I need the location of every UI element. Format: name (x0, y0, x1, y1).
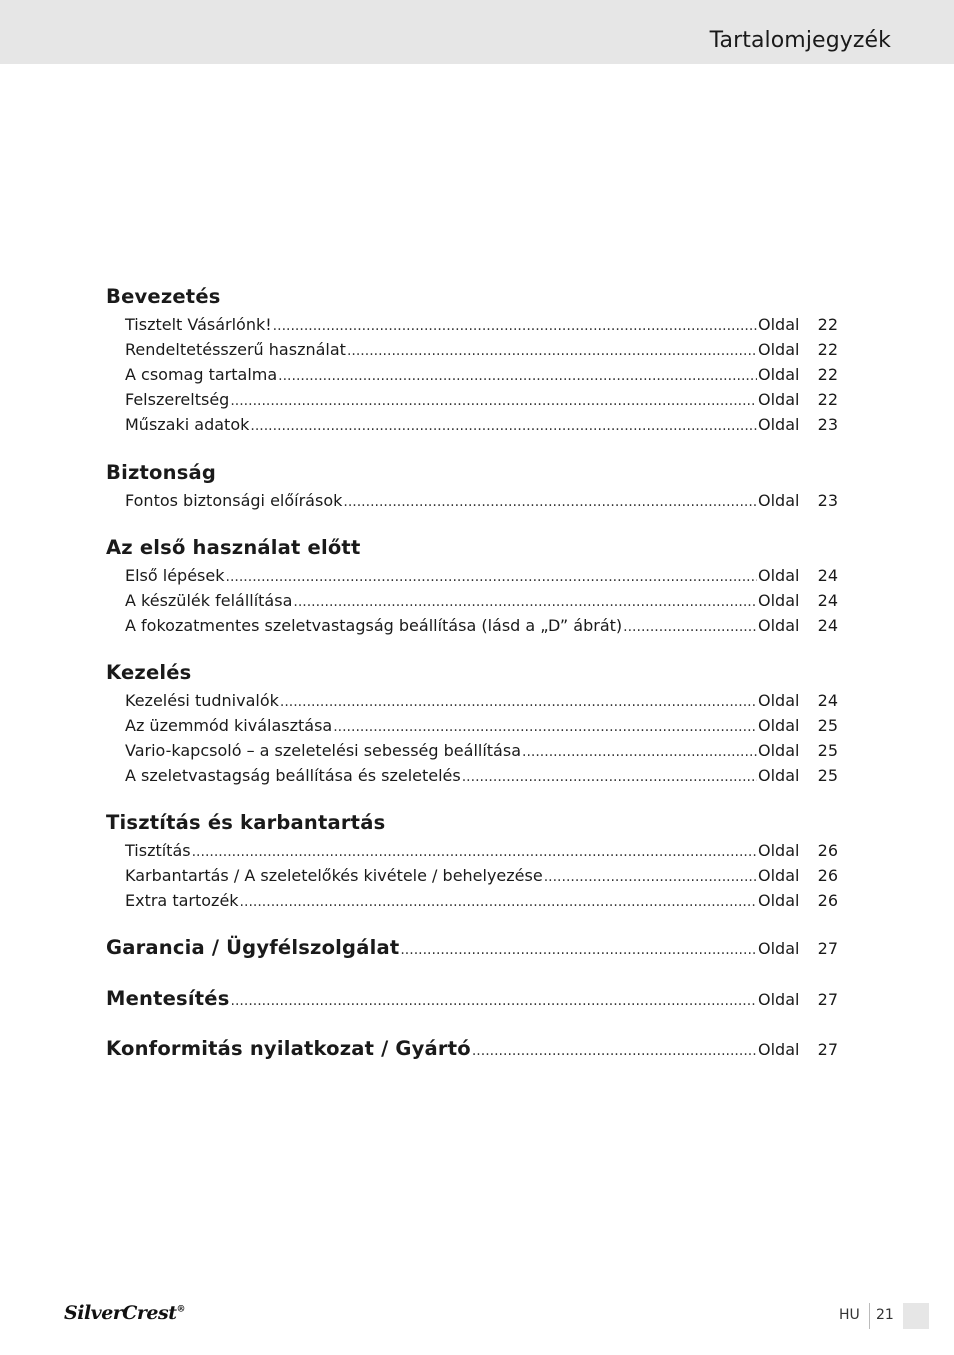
dot-leader (293, 590, 757, 615)
entry-text: Fontos biztonsági előírások (125, 491, 343, 510)
page-word: Oldal (758, 390, 800, 409)
dot-leader (343, 490, 757, 515)
page-word: Oldal (758, 315, 800, 334)
page-number: 23 (817, 491, 838, 510)
entry-text: Karbantartás / A szeletelőkés kivétele / behelyezése (125, 866, 543, 885)
dot-leader (544, 865, 757, 890)
dot-leader (250, 414, 757, 439)
entry-text: Rendeltetésszerű használat (125, 340, 346, 359)
page-title: Tartalomjegyzék (709, 28, 891, 53)
table-of-contents (106, 282, 838, 1064)
dot-leader (278, 364, 757, 389)
entry-text: Garancia / Ügyfélszolgálat (106, 936, 400, 959)
page-word: Oldal (758, 566, 800, 585)
section-title: Tisztítás és karbantartás (106, 811, 386, 834)
page-word: Oldal (758, 491, 800, 510)
toc-section (106, 808, 838, 913)
page-number: 25 (817, 766, 838, 785)
page-word: Oldal (758, 891, 800, 910)
page-number: 24 (817, 591, 838, 610)
page-number: 27 (817, 1040, 838, 1059)
entry-text: Tisztítás (125, 841, 191, 860)
page-word: Oldal (758, 939, 800, 958)
section-title: Biztonság (106, 461, 217, 484)
toc-entry[interactable] (106, 613, 838, 638)
page-number: 24 (817, 616, 838, 635)
brand-name: SilverCrest (64, 1302, 177, 1324)
entry-text: Tisztelt Vásárlónk! (125, 315, 272, 334)
dot-leader (522, 740, 757, 765)
registered-mark: ® (176, 1304, 185, 1315)
toc-entry[interactable] (106, 863, 838, 888)
entry-text: Vario-kapcsoló – a szeletelési sebesség beállítása (125, 741, 521, 760)
toc-section (106, 282, 838, 437)
dot-leader (333, 715, 757, 740)
dot-leader (400, 935, 757, 965)
page-word: Oldal (758, 741, 800, 760)
entry-text: Felszereltség (125, 390, 230, 409)
page-word: Oldal (758, 990, 800, 1009)
toc-entry[interactable] (106, 688, 838, 713)
language-code: HU (839, 1307, 860, 1323)
footer-divider (869, 1303, 870, 1329)
section-title: Bevezetés (106, 285, 221, 308)
toc-entry[interactable] (106, 412, 838, 437)
page-word: Oldal (758, 866, 800, 885)
section-title: Kezelés (106, 661, 192, 684)
page-number: 24 (817, 691, 838, 710)
toc-entry[interactable] (106, 713, 838, 738)
dot-leader (462, 765, 757, 790)
dot-leader (273, 314, 757, 339)
entry-text: Mentesítés (106, 987, 230, 1010)
page-word: Oldal (758, 415, 800, 434)
dot-leader (623, 615, 757, 640)
page-word: Oldal (758, 841, 800, 860)
page-word: Oldal (758, 691, 800, 710)
toc-entry[interactable] (106, 738, 838, 763)
page-number-footer: 21 (876, 1307, 894, 1323)
dot-leader (230, 389, 757, 414)
toc-entry[interactable] (106, 888, 838, 913)
section-title: Az első használat előtt (106, 536, 361, 559)
page-number: 24 (817, 566, 838, 585)
entry-text: Műszaki adatok (125, 415, 250, 434)
toc-section (106, 458, 838, 513)
dot-leader (280, 690, 757, 715)
page-number: 26 (817, 866, 838, 885)
page-word: Oldal (758, 365, 800, 384)
entry-text: A szeletvastagság beállítása és szeletelés (125, 766, 461, 785)
toc-entry[interactable] (106, 362, 838, 387)
page-word: Oldal (758, 766, 800, 785)
toc-top-entry[interactable] (106, 933, 838, 963)
dot-leader (192, 840, 757, 865)
toc-entry[interactable] (106, 563, 838, 588)
page-number: 22 (817, 390, 838, 409)
toc-entry[interactable] (106, 312, 838, 337)
toc-section (106, 658, 838, 788)
brand-logo (64, 1302, 185, 1324)
page-number: 26 (817, 891, 838, 910)
toc-entry[interactable] (106, 588, 838, 613)
entry-text: A készülék felállítása (125, 591, 293, 610)
page-number: 22 (817, 365, 838, 384)
page-word: Oldal (758, 716, 800, 735)
page-word: Oldal (758, 1040, 800, 1059)
toc-top-entry[interactable] (106, 984, 838, 1014)
page-number: 23 (817, 415, 838, 434)
toc-entry[interactable] (106, 337, 838, 362)
toc-entry[interactable] (106, 763, 838, 788)
entry-text: Első lépések (125, 566, 225, 585)
entry-text: Konformitás nyilatkozat / Gyártó (106, 1037, 471, 1060)
footer-tab-box (903, 1303, 929, 1329)
entry-text: Az üzemmód kiválasztása (125, 716, 333, 735)
toc-top-entry[interactable] (106, 1034, 838, 1064)
page-word: Oldal (758, 616, 800, 635)
entry-text: Extra tartozék (125, 891, 239, 910)
entry-text: A fokozatmentes szeletvastagság beállítása (lásd a „D” ábrát) (125, 616, 623, 635)
toc-entry[interactable] (106, 387, 838, 412)
page-number: 22 (817, 340, 838, 359)
dot-leader (347, 339, 757, 364)
dot-leader (231, 986, 757, 1016)
toc-entry[interactable] (106, 488, 838, 513)
page-number: 27 (817, 939, 838, 958)
dot-leader (226, 565, 758, 590)
page-number: 25 (817, 716, 838, 735)
page-word: Oldal (758, 340, 800, 359)
toc-section (106, 533, 838, 638)
page-number: 26 (817, 841, 838, 860)
page-word: Oldal (758, 591, 800, 610)
page-number: 22 (817, 315, 838, 334)
entry-text: A csomag tartalma (125, 365, 278, 384)
entry-text: Kezelési tudnivalók (125, 691, 279, 710)
page-number: 25 (817, 741, 838, 760)
toc-entry[interactable] (106, 838, 838, 863)
dot-leader (240, 890, 757, 915)
dot-leader (472, 1036, 757, 1066)
page-number: 27 (817, 990, 838, 1009)
